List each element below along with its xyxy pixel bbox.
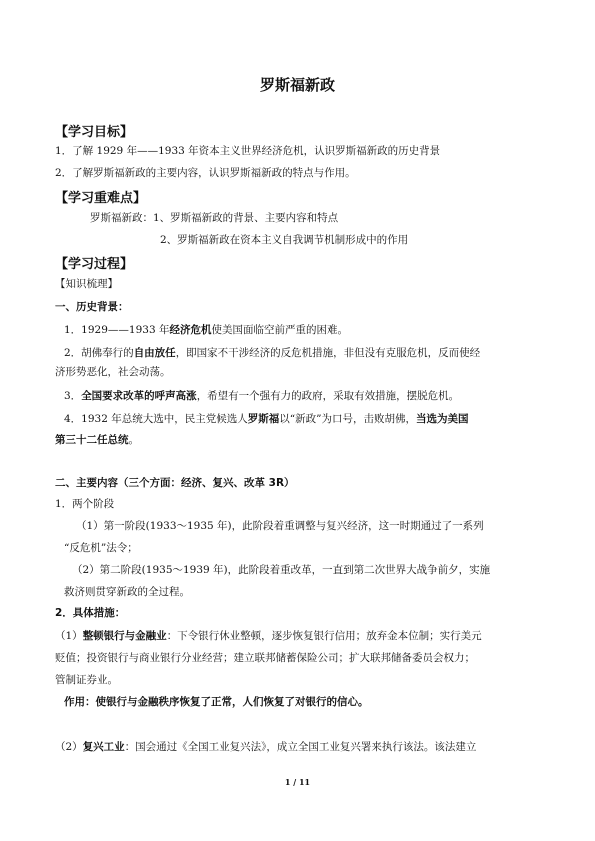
goal-item-1: 1．了解 1929 年——1933 年资本主义世界经济危机，认识罗斯福新政的历史背景: [55, 145, 441, 157]
stages-heading: 1．两个阶段: [55, 498, 115, 510]
knowledge-subheading: 【知识梳理】: [55, 278, 118, 290]
text: （2）: [55, 741, 83, 753]
stage-2-line-1: （2）第二阶段(1935～1939 年)，此阶段着重改革，一直到第二次世界大战争前夕，实施: [72, 564, 491, 576]
effect-statement: 作用：使银行与金融秩序恢复了正常，人们恢复了对银行的信心。: [64, 696, 369, 708]
measures-heading: 2．具体措施：: [55, 607, 126, 619]
text: 3．: [64, 390, 82, 402]
text: 2．胡佛奉行的: [64, 347, 134, 359]
page-title: 罗斯福新政: [259, 76, 335, 94]
background-point-2-cont: 济形势恶化，社会动荡。: [55, 366, 171, 378]
goal-item-2: 2．了解罗斯福新政的主要内容，认识罗斯福新政的特点与作用。: [55, 167, 356, 179]
background-heading: 一、历史背景：: [55, 301, 129, 313]
page-number: 1 / 11: [284, 777, 311, 787]
text: 4．1932 年总统大选中，民主党候选人: [64, 413, 248, 425]
stage-2-line-2: 救济则贯穿新政的全过程。: [64, 586, 190, 598]
measure-1-line-3: 管制证券业。: [55, 674, 118, 686]
text: 使美国面临空前严重的困难。: [211, 324, 348, 336]
background-point-3: [64, 389, 459, 403]
background-point-4-cont: [55, 433, 139, 447]
key-points-line-2: 2、罗斯福新政在资本主义自我调节机制形成中的作用: [160, 234, 409, 246]
emphasis: 复兴工业: [82, 741, 125, 753]
text: ，希望有一个强有力的政府，采取有效措施，摆脱危机。: [196, 390, 460, 402]
background-point-2: [64, 346, 480, 360]
emphasis: 罗斯福: [247, 413, 280, 425]
text: ：下令银行休业整顿，逐步恢复银行信用；放弃金本位制；实行美元: [166, 630, 482, 642]
emphasis: 当选为美国: [416, 413, 469, 425]
key-points-line-1: 罗斯福新政：1、罗斯福新政的背景、主要内容和特点: [90, 212, 339, 224]
stage-1-line-1: （1）第一阶段(1933～1935 年)，此阶段着重调整与复兴经济，这一时期通过了一系列: [76, 520, 484, 532]
goals-heading: 【学习目标】: [55, 125, 134, 140]
measure-2-line-1: [55, 740, 476, 754]
text: 。: [128, 434, 139, 446]
background-point-4: [64, 412, 469, 426]
measure-1-line-1: [55, 629, 482, 643]
text: 1．1929——1933 年: [64, 324, 170, 336]
content-heading: 二、主要内容（三个方面：经济、复兴、改革 3R）: [55, 477, 295, 489]
text: ：国会通过《全国工业复兴法》，成立全国工业复兴署来执行该法。该法建立: [124, 741, 477, 753]
measure-1-line-2: 贬值；投资银行与商业银行分业经营；建立联邦储蓄保险公司；扩大联邦储备委员会权力；: [55, 652, 475, 664]
stage-1-line-2: “反危机”法令；: [64, 542, 138, 554]
emphasis: 自由放任: [133, 347, 176, 359]
text: ，即国家不干涉经济的反危机措施，非但没有克服危机，反而使经: [175, 347, 481, 359]
emphasis: 整顿银行与金融业: [82, 630, 167, 642]
process-heading: 【学习过程】: [55, 257, 134, 272]
emphasis: 第三十二任总统: [55, 434, 129, 446]
text: （1）: [55, 630, 83, 642]
emphasis: 全国要求改革的呼声高涨: [81, 390, 197, 402]
text: 以“新政”为口号，击败胡佛，: [279, 413, 416, 425]
background-point-1: [64, 323, 348, 337]
emphasis: 经济危机: [169, 324, 212, 336]
key-points-heading: 【学习重难点】: [55, 191, 147, 206]
